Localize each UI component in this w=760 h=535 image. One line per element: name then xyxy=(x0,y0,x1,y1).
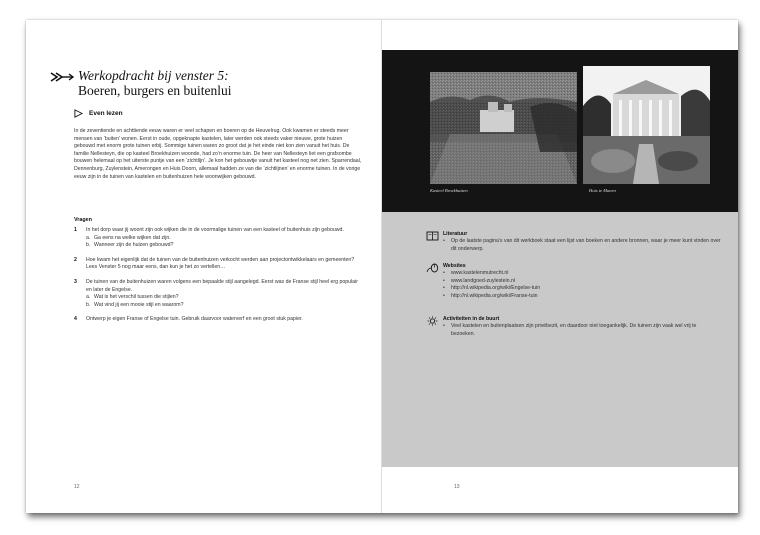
sub-question: b. Wanneer zijn de huizen gebouwd? xyxy=(86,242,174,249)
list-item: • Op de laatste pagina’s van dit werkboek staat een lijst van boeken en andere bronnen, waar je meer kunt vinden over dit onderwerp. xyxy=(443,238,721,252)
assignment-title xyxy=(50,68,360,99)
question-text: De tuinen van de buitenhuizen waren volgens een bepaalde stijl aangelegd. Eerst was de Franse stijl heel erg populair en later de Engelse. xyxy=(86,278,358,293)
sub-question: b. Wat vind jij een mooie stijl en waarom? xyxy=(86,301,184,308)
intro-paragraph: In de zeventiende en achttiende eeuw waren er veel schapen en boeren op de Heuvelrug. Ook kwamen er steeds meer mensen van ‘buiten’ wonen. Eerst in oude, opgeknapte kastelen, later werden ook steeds vaker nieuwe, grote huizen gebouwd met enorm grote tuinen erbij. Sommige tuinen waren zo groot dat je het einde niet kon zien vanuit het huis. De familie Nellesteyn, die op kasteel Broekhuizen woonde, had zo’n enorme tuin. De heer van Nellesteyn liet een grafsombe bouwen helemaal op het uiterste puntje van een ‘zichtlijn’. Je kon het gebouwtje vanuit het kasteel nog net zien. Sparrendaal, Dennenburg, Zuylenstein, Amerongen en Huis Doorn, allemaal hadden ze van die ‘zichtlijnen’ en enorme tuinen. In de vorige eeuw zijn in de tuinen van kastelen en buitenhuizen hele woonwijken gebouwd. xyxy=(74,128,362,180)
questions-list xyxy=(74,227,362,324)
left-page xyxy=(26,20,382,513)
question-number: 1 xyxy=(74,227,77,233)
question-text: Hoe kwam het eigenlijk dat de tuinen van de buitenhuizen verkocht werden aan projectontwikkelaars en gemeenten? Lees Venster 5 nog maar eens, dan kun je het zo vertellen… xyxy=(86,256,355,271)
section-title: Activiteiten in de buurt xyxy=(443,316,500,322)
section-title: Websites xyxy=(443,263,466,269)
question-number: 2 xyxy=(74,256,77,263)
page-number-left: 12 xyxy=(74,484,80,490)
website-link[interactable]: • www.landgoed-zuylestein.nl xyxy=(443,277,516,284)
double-arrow-icon xyxy=(50,71,74,83)
page-number-right: 13 xyxy=(454,484,460,490)
castle-photo xyxy=(430,72,577,184)
question-item xyxy=(74,279,362,309)
sub-question: a. Wat is het verschil tussen die stijlen? xyxy=(86,294,179,301)
section-label: Even lezen xyxy=(89,110,123,117)
even-lezen-heading xyxy=(74,109,123,118)
question-text: In het dorp waar jij woont zijn ook wijken die in de voormalige tuinen van een kasteel of buitenhuis zijn gebouwd. xyxy=(86,227,344,233)
sun-icon xyxy=(426,316,439,326)
title-line-1: Werkopdracht bij venster 5: xyxy=(78,68,229,83)
question-item xyxy=(74,257,362,272)
website-link[interactable]: • www.kastelenmutrecht.nl xyxy=(443,270,509,276)
right-page xyxy=(382,20,738,513)
list-item: • Veel kastelen en buitenplaatsen zijn privébezit, en daardoor niet toegankelijk. De tuinen zijn vaak wel vrij te bezoeken. xyxy=(443,323,697,337)
title-line-2: Boeren, burgers en buitenlui xyxy=(78,83,232,98)
website-link[interactable]: • http://nl.wikipedia.org/wiki/Franse-tuin xyxy=(443,292,538,299)
literatuur-section xyxy=(426,231,721,253)
photo-caption-1: Kasteel Broekhuizen xyxy=(430,188,468,193)
sub-question: a. Ga eens na welke wijken dat zijn. xyxy=(86,234,171,241)
question-text: Ontwerp je eigen Franse of Engelse tuin. Gebruik daarvoor waterverf en een groot stuk papier. xyxy=(86,316,303,323)
question-item xyxy=(74,227,362,250)
photo-caption-2: Huis te Maarn xyxy=(589,188,616,193)
book-icon xyxy=(426,231,439,241)
website-link[interactable]: • http://nl.wikipedia.org/wiki/Engelse-tuin xyxy=(443,285,541,292)
questions-heading: Vragen xyxy=(74,217,92,223)
mouse-icon xyxy=(426,263,439,273)
activiteiten-section xyxy=(426,316,721,338)
websites-section xyxy=(426,263,721,300)
section-title: Literatuur xyxy=(443,231,468,237)
play-outline-icon xyxy=(74,109,83,118)
book-spread xyxy=(26,20,738,513)
question-number: 3 xyxy=(74,278,77,285)
manor-photo xyxy=(583,66,710,184)
question-item xyxy=(74,316,362,324)
question-number: 4 xyxy=(74,316,77,323)
